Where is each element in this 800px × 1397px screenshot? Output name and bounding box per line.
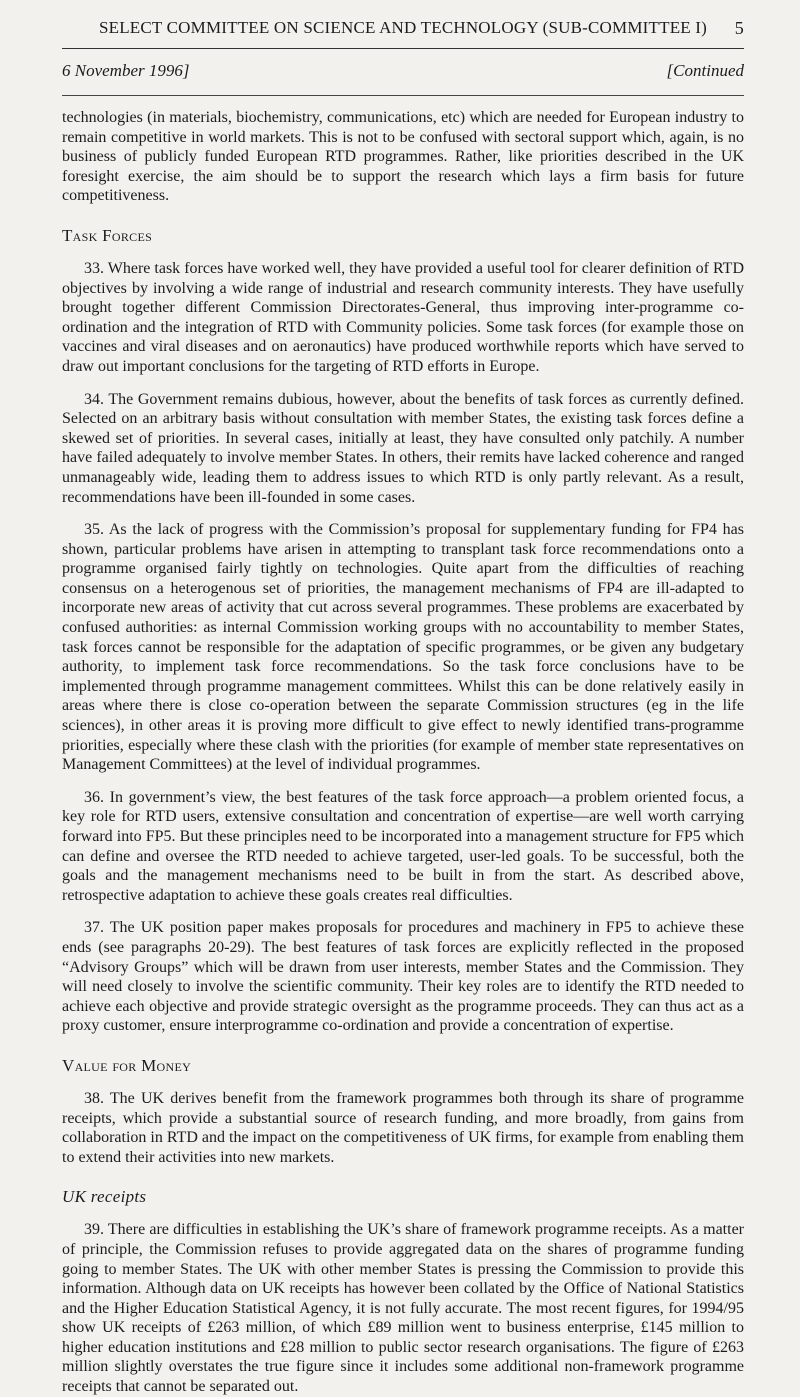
section-heading-task-forces: Task Forces — [62, 225, 153, 245]
paragraph-38: 38. The UK derives benefit from the framework programmes both through its share of programme receipts, which provide a substantial source of research funding, and more broadly, from gains from collaboration in RTD and the impact on the competitiveness of UK firms, for example from enabling them to extend their activities into new markets. — [62, 1089, 744, 1166]
page-number: 5 — [734, 18, 744, 38]
paragraph-34: 34. The Government remains dubious, however, about the benefits of task forces as currently defined. Selected on an arbitrary basis without consultation with member States, the existing task forces define a skewed set of priorities. In several cases, initially at least, they have consulted only patchily. A number have failed adequately to involve member States. In others, their remits have lacked coherence and ranged unmanageably wide, leading them to address issues to which RTD is only partly relevant. As a result, recommendations have been ill-founded in some cases. — [62, 390, 744, 506]
dateline — [62, 61, 744, 83]
section-heading-value-for-money: Value for Money — [62, 1055, 192, 1075]
body-text — [62, 108, 744, 1397]
paragraph-33: 33. Where task forces have worked well, they have provided a useful tool for clearer definition of RTD objectives by involving a wide range of industrial and research community interests. They have usefully brought together different Commission Directorates-General, thus improving inter-programme co-ordination and the integration of RTD with Community policies. Some task forces (for example those on vaccines and viral diseases and on aeronautics) have produced worthwhile reports which have served to draw out important conclusions for the targeting of RTD efforts in Europe. — [62, 259, 744, 375]
subsection-heading-uk-receipts: UK receipts — [62, 1187, 147, 1207]
running-title: SELECT COMMITTEE ON SCIENCE AND TECHNOLOGY (SUB-COMMITTEE I) — [98, 18, 708, 37]
dateline-rule — [62, 95, 744, 96]
continued-marker: [Continued — [666, 61, 744, 80]
paragraph-37: 37. The UK position paper makes proposals for procedures and machinery in FP5 to achieve these ends (see paragraphs 20-29). The best features of task forces are explicitly reflected in the proposed “Advisory Groups” which will be drawn from user interests, member States and the Commission. They will need closely to involve the scientific community. Their key roles are to identify the RTD needed to achieve each objective and provide strategic oversight as the programme proceeds. They can thus act as a proxy customer, ensure interprogramme co-ordination and provide a concentration of expertise. — [62, 919, 744, 1035]
paragraph-35: 35. As the lack of progress with the Commission’s proposal for supplementary funding for FP4 has shown, particular problems have arisen in attempting to transplant task force recommendations onto a programme organised fairly tightly on technologies. Quite apart from the difficulties of reaching consensus on a heterogenous set of priorities, the management mechanisms of FP4 are ill-adapted to incorporate new areas of activity that cut across several programmes. These problems are exacerbated by confused authorities: as internal Commission working groups with no accountability to member States, task forces cannot be responsible for the adaptation of specific programmes, or be given any budgetary authority, to implement task force recommendations. So the task force conclusions have to be implemented through programme management committees. Whilst this can be done relatively easily in areas where there is close co-operation between the separate Commission structures (eg in the life sciences), in other areas it is proving more difficult to give effect to newly identified trans-programme priorities, especially where these clash with the priorities (for example of member state representatives on Management Committees) at the level of individual programmes. — [62, 521, 744, 774]
evidence-date: 6 November 1996] — [62, 61, 190, 80]
paragraph-39: 39. There are difficulties in establishing the UK’s share of framework programme receipts. As a matter of principle, the Commission refuses to provide aggregated data on the shares of programme funding going to member States. The UK with other member States is pressing the Commission to provide this information. Although data on UK receipts has however been collated by the Office of National Statistics and the Higher Education Statistical Agency, it is not fully accurate. The most recent figures, for 1994/95 show UK receipts of £263 million, of which £89 million went to business enterprise, £145 million to higher education institutions and £28 million to public sector research organisations. The figure of £263 million slightly overstates the true figure since it includes some additional non-framework programme receipts that cannot be separated out. — [62, 1221, 744, 1396]
paragraph-intro: technologies (in materials, biochemistry, communications, etc) which are needed for European industry to remain competitive in world markets. This is not to be confused with sectoral support which, again, is no business of publicly funded European RTD programmes. Rather, like priorities described in the UK foresight exercise, the aim should be to support the research which lays a firm basis for future competitiveness. — [62, 109, 744, 205]
header-rule — [62, 48, 744, 49]
running-header — [62, 18, 744, 44]
paragraph-36: 36. In government’s view, the best features of the task force approach—a problem oriented focus, a key role for RTD users, extensive consultation and concentration of expertise—are well worth carrying forward into FP5. But these principles need to be incorporated into a management structure for FP5 which can define and oversee the RTD needed to achieve targeted, user-led goals. To be successful, both the goals and the management mechanisms need to be built in from the start. As described above, retrospective adaptation to achieve these goals creates real difficulties. — [62, 788, 744, 904]
